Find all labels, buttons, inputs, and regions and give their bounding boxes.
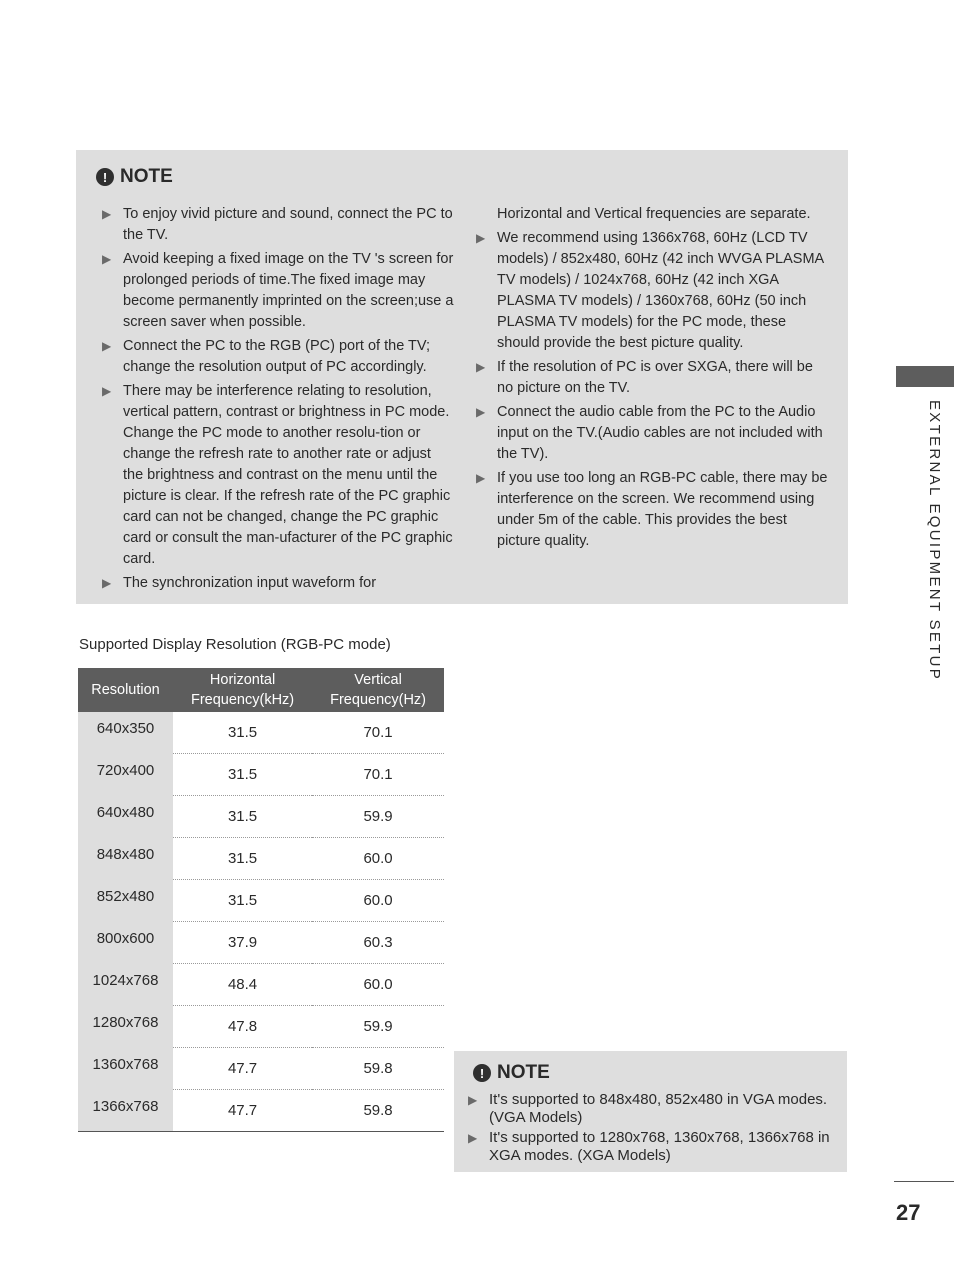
exclamation-icon: !	[96, 168, 114, 186]
note-item-text: It's supported to 848x480, 852x480 in VGA modes. (VGA Models)	[489, 1091, 828, 1126]
resolution-cell: 1280x768	[78, 1006, 173, 1048]
table-row	[78, 880, 444, 922]
section-label: EXTERNAL EQUIPMENT SETUP	[926, 400, 943, 682]
table-row	[78, 1006, 444, 1048]
note-item	[102, 249, 454, 333]
vertical-frequency-cell: 59.8	[312, 1090, 444, 1132]
horizontal-frequency-cell: 31.5	[173, 796, 312, 838]
note-item-text: If the resolution of PC is over SXGA, there will be no picture on the TV.	[497, 359, 813, 396]
horizontal-frequency-cell: 47.8	[173, 1006, 312, 1048]
bullet-arrow-icon: ▶	[102, 339, 112, 353]
note-title: NOTE	[497, 1062, 550, 1083]
note-right-column	[476, 204, 832, 555]
note-item	[476, 357, 832, 399]
vertical-frequency-cell: 59.8	[312, 1048, 444, 1090]
table-row	[78, 964, 444, 1006]
bullet-arrow-icon: ▶	[102, 207, 112, 221]
note-title: NOTE	[120, 166, 173, 187]
table-row	[78, 754, 444, 796]
note-item	[468, 1129, 838, 1165]
bullet-arrow-icon: ▶	[102, 576, 112, 590]
note-item-text: Connect the audio cable from the PC to the Audio input on the TV.(Audio cables are not included with the TV).	[497, 404, 823, 462]
note-item	[102, 336, 454, 378]
note-item	[102, 381, 454, 570]
bullet-arrow-icon: ▶	[476, 405, 486, 419]
table-row	[78, 922, 444, 964]
note-item-text: To enjoy vivid picture and sound, connect the PC to the TV.	[123, 206, 453, 243]
resolution-cell: 1360x768	[78, 1048, 173, 1090]
vertical-frequency-cell: 60.0	[312, 880, 444, 922]
bullet-arrow-icon: ▶	[102, 384, 112, 398]
table-header-row	[78, 668, 444, 712]
column-header-resolution: Resolution	[78, 668, 173, 712]
horizontal-frequency-cell: 31.5	[173, 712, 312, 754]
vertical-frequency-cell: 70.1	[312, 712, 444, 754]
exclamation-icon: !	[473, 1064, 491, 1082]
vertical-frequency-cell: 59.9	[312, 796, 444, 838]
horizontal-frequency-cell: 48.4	[173, 964, 312, 1006]
resolution-table	[78, 668, 444, 1132]
page-number: 27	[896, 1200, 921, 1225]
note-item	[102, 573, 454, 594]
horizontal-frequency-cell: 31.5	[173, 838, 312, 880]
horizontal-frequency-cell: 47.7	[173, 1090, 312, 1132]
note-item-text: Connect the PC to the RGB (PC) port of the TV; change the resolution output of PC accordingly.	[123, 338, 431, 375]
note-item-text: There may be interference relating to resolution, vertical pattern, contrast or brightness in PC mode. Change the PC mode to another resolu-tion or change the refresh rate to another rate or adjust the brightness and contrast on the menu until the picture is clear. If the refresh rate of the PC graphic card can not be changed, change the PC graphic card or consult the man-ufacturer of the PC graphic card.	[123, 383, 453, 567]
note-item	[476, 468, 832, 552]
note-box-small	[454, 1051, 847, 1172]
note-item-continuation: Horizontal and Vertical frequencies are separate.	[497, 206, 811, 222]
bullet-arrow-icon: ▶	[476, 471, 486, 485]
note-item-text: It's supported to 1280x768, 1360x768, 1366x768 in XGA modes. (XGA Models)	[489, 1129, 830, 1164]
horizontal-frequency-cell: 31.5	[173, 880, 312, 922]
horizontal-frequency-cell: 47.7	[173, 1048, 312, 1090]
note-item	[476, 228, 832, 354]
table-row	[78, 1090, 444, 1132]
note-item	[476, 402, 832, 465]
note-item-text: If you use too long an RGB-PC cable, there may be interference on the screen. We recommend using under 5m of the cable. This provides the best picture quality.	[497, 470, 828, 549]
page-number-rule	[894, 1181, 954, 1182]
resolution-cell: 848x480	[78, 838, 173, 880]
resolution-cell: 640x350	[78, 712, 173, 754]
bullet-arrow-icon: ▶	[102, 252, 112, 266]
vertical-frequency-cell: 59.9	[312, 1006, 444, 1048]
note-item-text: Avoid keeping a fixed image on the TV 's screen for prolonged periods of time.The fixed image may become permanently imprinted on the screen;use a screen saver when possible.	[123, 251, 454, 330]
resolution-cell: 640x480	[78, 796, 173, 838]
bullet-arrow-icon: ▶	[476, 231, 486, 245]
note-left-column	[102, 204, 454, 597]
table-row	[78, 1048, 444, 1090]
table-title: Supported Display Resolution (RGB-PC mode)	[79, 636, 391, 653]
vertical-frequency-cell: 60.0	[312, 964, 444, 1006]
note-item	[468, 1091, 838, 1127]
note-item-text: The synchronization input waveform for	[123, 575, 377, 591]
resolution-cell: 800x600	[78, 922, 173, 964]
column-header-vertical: Vertical Frequency(Hz)	[312, 668, 444, 712]
bullet-arrow-icon: ▶	[468, 1093, 478, 1107]
vertical-frequency-cell: 60.3	[312, 922, 444, 964]
note-box	[76, 150, 848, 604]
column-header-horizontal: Horizontal Frequency(kHz)	[173, 668, 312, 712]
resolution-cell: 1024x768	[78, 964, 173, 1006]
vertical-frequency-cell: 60.0	[312, 838, 444, 880]
vertical-frequency-cell: 70.1	[312, 754, 444, 796]
resolution-cell: 720x400	[78, 754, 173, 796]
section-tab-marker	[896, 366, 954, 387]
resolution-cell: 1366x768	[78, 1090, 173, 1132]
table-row	[78, 838, 444, 880]
table-row	[78, 712, 444, 754]
horizontal-frequency-cell: 37.9	[173, 922, 312, 964]
note-item	[102, 204, 454, 246]
table-row	[78, 796, 444, 838]
note-item-text: We recommend using 1366x768, 60Hz (LCD TV models) / 852x480, 60Hz (42 inch WVGA PLASMA TV models) / 1024x768, 60Hz (42 inch XGA PLASMA TV models) / 1360x768, 60Hz (50 inch PLASMA TV models) for the PC mode, these should provide the best picture quality.	[497, 230, 824, 351]
note-heading	[473, 1062, 550, 1084]
horizontal-frequency-cell: 31.5	[173, 754, 312, 796]
bullet-arrow-icon: ▶	[468, 1131, 478, 1145]
note-small-list	[468, 1091, 838, 1167]
resolution-cell: 852x480	[78, 880, 173, 922]
note-heading	[96, 166, 173, 188]
bullet-arrow-icon: ▶	[476, 360, 486, 374]
